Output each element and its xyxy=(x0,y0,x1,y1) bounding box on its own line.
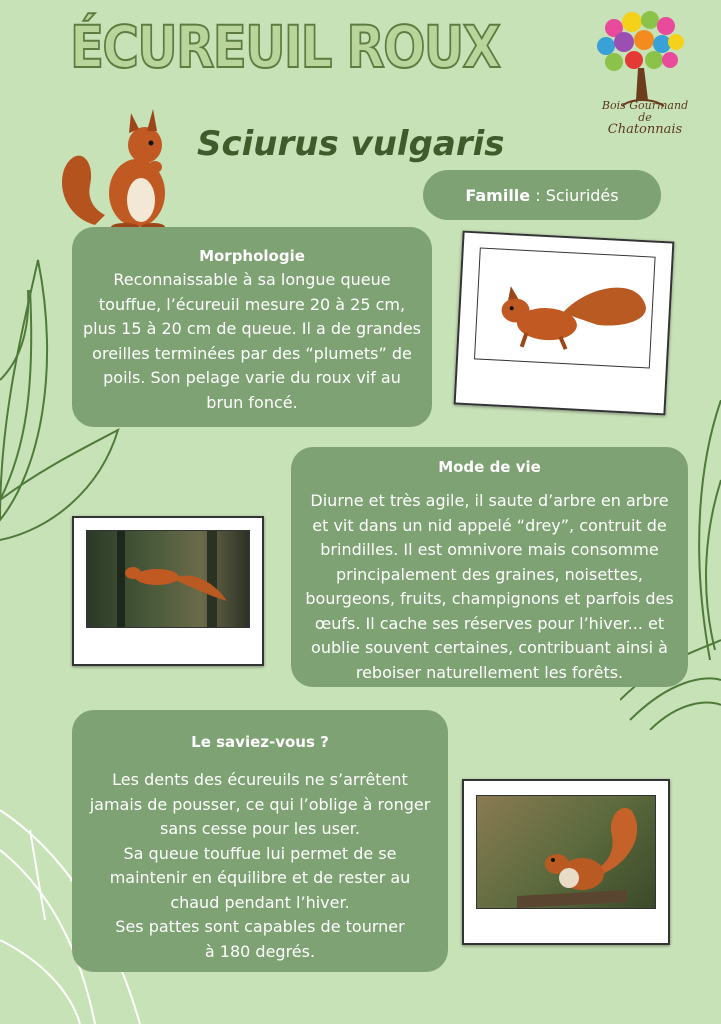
logo-line-3: Chatonnais xyxy=(607,122,683,137)
photo-squirrel-jumping xyxy=(86,530,250,628)
morphologie-line: poils. Son pelage varie du roux vif au xyxy=(103,368,401,387)
mode-de-vie-box xyxy=(291,447,688,687)
le-saviez-vous-line: maintenir en équilibre et de rester au xyxy=(109,868,411,887)
page-title: ÉCUREUIL ROUX xyxy=(70,13,500,81)
photo-squirrel-eating xyxy=(476,795,656,909)
le-saviez-vous-line: jamais de pousser, ce qui l’oblige à ronger xyxy=(89,794,431,814)
le-saviez-vous-heading: Le saviez-vous ? xyxy=(191,733,329,751)
morphologie-box xyxy=(72,227,432,427)
latin-name: Sciurus vulgaris xyxy=(197,124,505,164)
logo-line-2: de xyxy=(638,111,652,124)
le-saviez-vous-line: Ses pattes sont capables de tourner xyxy=(115,917,405,936)
famille-separator: : xyxy=(530,185,546,205)
morphologie-line: plus 15 à 20 cm de queue. Il a de grandes xyxy=(82,319,422,338)
logo-line-1: Bois Gourmand xyxy=(601,99,689,112)
photo-squirrel-running xyxy=(474,247,656,368)
logo xyxy=(592,8,692,158)
le-saviez-vous-line: sans cesse pour les user. xyxy=(160,819,360,838)
le-saviez-vous-line: chaud pendant l’hiver. xyxy=(170,892,350,912)
mode-de-vie-line: principalement des graines, noisettes, xyxy=(335,564,643,584)
morphologie-line: Reconnaissable à sa longue queue xyxy=(113,270,391,289)
photo-frame-1 xyxy=(454,231,675,416)
famille-value: Sciuridés xyxy=(545,185,619,205)
morphologie-line: touffue, l’écureuil mesure 20 à 25 cm, xyxy=(98,294,406,314)
mode-de-vie-heading: Mode de vie xyxy=(438,458,541,476)
tree-logo-icon xyxy=(592,8,692,108)
squirrel-sitting-image xyxy=(55,105,175,233)
morphologie-line: brun foncé. xyxy=(206,392,298,412)
mode-de-vie-line: brindilles. Il est omnivore mais consomme xyxy=(320,540,659,559)
famille-label: Famille xyxy=(465,185,531,205)
mode-de-vie-line: bourgeons, fruits, champignons et parfois des xyxy=(305,589,674,608)
le-saviez-vous-line: Sa queue touffue lui permet de se xyxy=(123,843,397,863)
photo-frame-3 xyxy=(462,779,670,945)
morphologie-line: oreilles terminées par des “plumets” de xyxy=(92,343,412,363)
mode-de-vie-line: et vit dans un nid appelé “drey”, contruit de xyxy=(312,515,667,535)
le-saviez-vous-line: à 180 degrés. xyxy=(204,941,316,961)
mode-de-vie-line: reboiser naturellement les forêts. xyxy=(355,662,624,682)
famille-badge xyxy=(423,170,661,220)
morphologie-heading: Morphologie xyxy=(199,247,305,265)
le-saviez-vous-line: Les dents des écureuils ne s’arrêtent xyxy=(112,770,408,789)
mode-de-vie-line: Diurne et très agile, il saute d’arbre en arbre xyxy=(310,491,669,510)
le-saviez-vous-box xyxy=(72,710,448,972)
photo-frame-2 xyxy=(72,516,264,666)
mode-de-vie-line: oublie souvent certaines, contribuant ainsi à xyxy=(311,638,668,657)
mode-de-vie-line: œufs. Il cache ses réserves pour l’hiver... et xyxy=(314,613,665,633)
